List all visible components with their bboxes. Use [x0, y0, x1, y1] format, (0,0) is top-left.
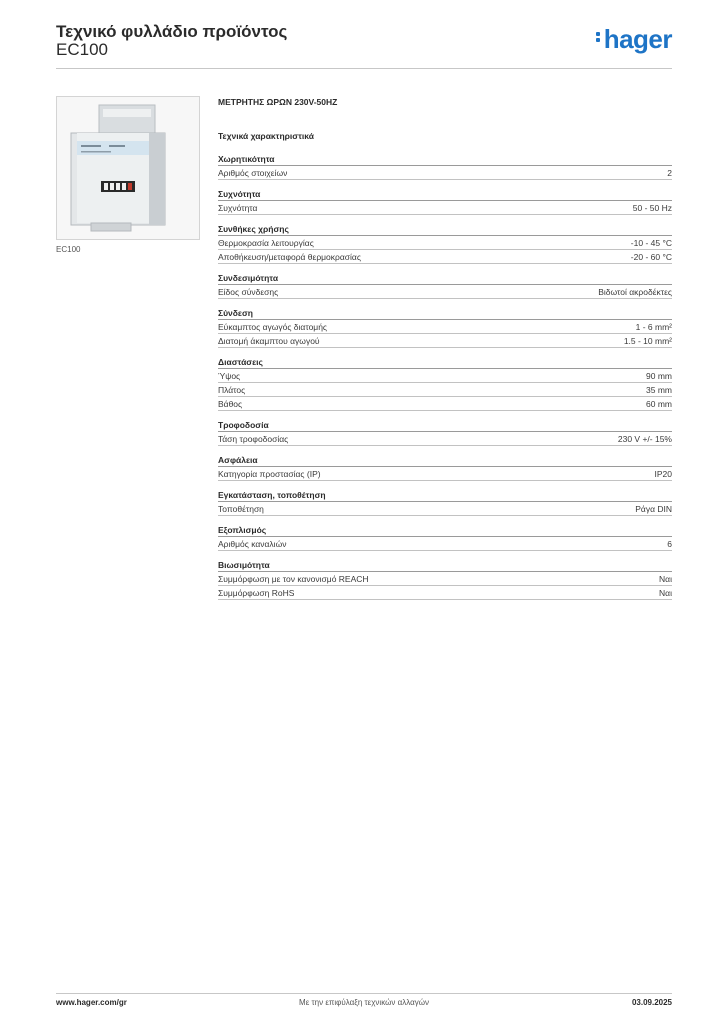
spec-label: Θερμοκρασία λειτουργίας [218, 238, 314, 248]
product-name: ΜΕΤΡΗΤΗΣ ΩΡΩΝ 230V-50HZ [218, 97, 338, 107]
spec-value: 6 [667, 539, 672, 549]
spec-row [218, 572, 672, 586]
spec-row [218, 369, 672, 383]
spec-value: -20 - 60 °C [630, 252, 672, 262]
spec-label: Κατηγορία προστασίας (IP) [218, 469, 321, 479]
section-title: Διαστάσεις [218, 356, 672, 369]
spec-row [218, 537, 672, 551]
spec-row [218, 397, 672, 411]
spec-section [218, 223, 672, 264]
spec-row [218, 201, 672, 215]
spec-label: Αποθήκευση/μεταφορά θερμοκρασίας [218, 252, 361, 262]
spec-value: 60 mm [646, 399, 672, 409]
spec-value: 1 - 6 mm² [635, 322, 672, 332]
spec-section [218, 524, 672, 551]
spec-row [218, 166, 672, 180]
spec-value: 50 - 50 Hz [632, 203, 672, 213]
spec-value: 2 [667, 168, 672, 178]
spec-label: Αριθμός στοιχείων [218, 168, 288, 178]
section-title: Εγκατάσταση, τοποθέτηση [218, 489, 672, 502]
spec-value: Ράγα DIN [635, 504, 672, 514]
spec-value: Ναι [659, 574, 672, 584]
section-title: Συχνότητα [218, 188, 672, 201]
product-code: EC100 [56, 40, 108, 59]
spec-label: Αριθμός καναλιών [218, 539, 287, 549]
spec-row [218, 502, 672, 516]
spec-sections [218, 153, 672, 600]
footer-disclaimer: Με την επιφύλαξη τεχνικών αλλαγών [299, 998, 429, 1007]
spec-row [218, 432, 672, 446]
photo-caption: EC100 [56, 245, 81, 254]
footer-date: 03.09.2025 [631, 998, 672, 1007]
spec-row [218, 383, 672, 397]
spec-value: 230 V +/- 15% [617, 434, 672, 444]
spec-row [218, 320, 672, 334]
section-title: Χωρητικότητα [218, 153, 672, 166]
section-title: Ασφάλεια [218, 454, 672, 467]
document-title: Τεχνικό φυλλάδιο προϊόντος [56, 22, 288, 41]
spec-value: -10 - 45 °C [630, 238, 672, 248]
spec-label: Διατομή άκαμπτου αγωγού [218, 336, 320, 346]
spec-label: Βάθος [218, 399, 243, 409]
spec-value: Ναι [659, 588, 672, 598]
spec-section [218, 307, 672, 348]
spec-row [218, 586, 672, 600]
spec-row [218, 250, 672, 264]
section-title: Εξοπλισμός [218, 524, 672, 537]
page-header [56, 20, 672, 70]
spec-section [218, 356, 672, 411]
spec-row [218, 334, 672, 348]
technical-characteristics-heading: Τεχνικά χαρακτηριστικά [218, 131, 314, 141]
section-title: Τροφοδοσία [218, 419, 672, 432]
spec-section [218, 272, 672, 299]
spec-content [218, 96, 672, 608]
hager-logo [596, 24, 672, 55]
spec-label: Συχνότητα [218, 203, 258, 213]
spec-label: Συμμόρφωση RoHS [218, 588, 295, 598]
footer-website-link[interactable]: www.hager.com/gr [56, 998, 127, 1007]
spec-row [218, 236, 672, 250]
section-title: Συνθήκες χρήσης [218, 223, 672, 236]
section-title: Σύνδεση [218, 307, 672, 320]
spec-section [218, 419, 672, 446]
spec-value: Βιδωτοί ακροδέκτες [598, 287, 672, 297]
header-divider [56, 68, 672, 69]
spec-label: Συμμόρφωση με τον κανονισμό REACH [218, 574, 369, 584]
din-rail-hour-meter-photo-icon [56, 96, 200, 240]
spec-label: Τοποθέτηση [218, 504, 264, 514]
logo-dots-icon [596, 30, 602, 44]
section-title: Βιωσιμότητα [218, 559, 672, 572]
spec-label: Εύκαμπτος αγωγός διατομής [218, 322, 328, 332]
section-title: Συνδεσιμότητα [218, 272, 672, 285]
spec-label: Είδος σύνδεσης [218, 287, 279, 297]
spec-row [218, 285, 672, 299]
spec-row [218, 467, 672, 481]
page-footer [56, 998, 672, 1010]
spec-label: Πλάτος [218, 385, 246, 395]
spec-section [218, 489, 672, 516]
spec-value: IP20 [654, 469, 672, 479]
spec-section [218, 454, 672, 481]
footer-divider [56, 993, 672, 994]
spec-section [218, 559, 672, 600]
spec-value: 90 mm [646, 371, 672, 381]
spec-label: Ύψος [218, 371, 241, 381]
spec-label: Τάση τροφοδοσίας [218, 434, 289, 444]
spec-value: 1.5 - 10 mm² [623, 336, 672, 346]
spec-section [218, 188, 672, 215]
logo-text: hager [603, 24, 672, 54]
spec-value: 35 mm [646, 385, 672, 395]
spec-section [218, 153, 672, 180]
